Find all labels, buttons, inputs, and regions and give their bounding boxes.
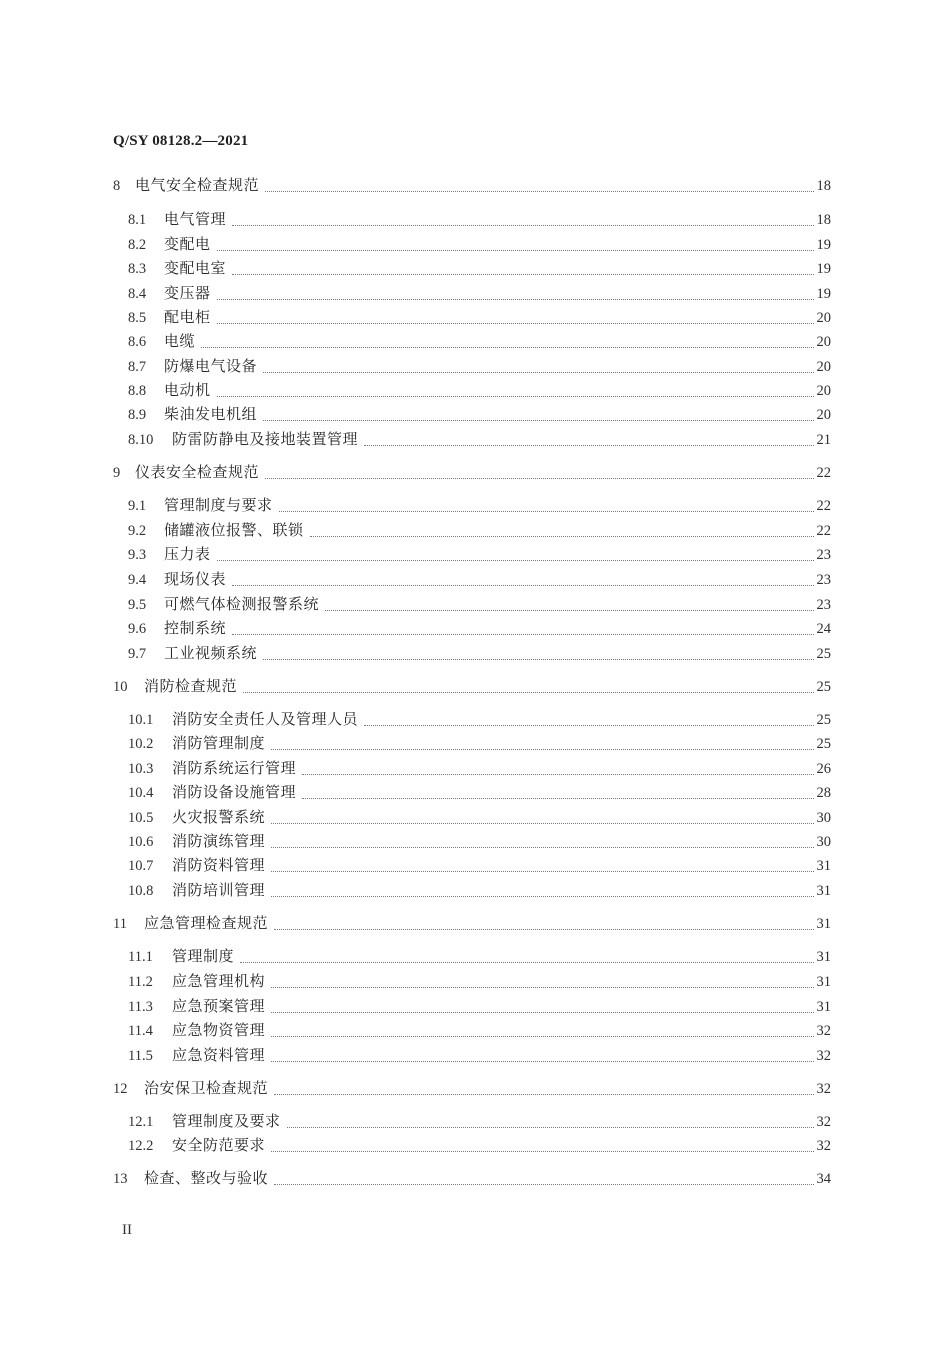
toc-leader-dots xyxy=(287,1126,814,1128)
toc-entry-number: 8.5 xyxy=(128,310,147,326)
toc-leader-dots xyxy=(217,322,814,324)
toc-leader-dots xyxy=(263,419,813,421)
toc-entry-page: 19 xyxy=(816,237,831,253)
toc-entry-title: 消防培训管理 xyxy=(172,881,266,899)
toc-entry-number: 9.4 xyxy=(128,572,147,588)
toc-entry[interactable] xyxy=(128,330,831,352)
toc-leader-dots xyxy=(274,1093,813,1095)
toc-entry-number: 9.5 xyxy=(128,597,147,613)
toc-entry-page: 22 xyxy=(816,523,831,539)
toc-entry-title: 储罐液位报警、联锁 xyxy=(164,521,304,539)
toc-entry-page: 18 xyxy=(816,212,831,228)
toc-entry-title: 可燃气体检测报警系统 xyxy=(164,595,320,613)
toc-entry-title: 管理制度及要求 xyxy=(172,1112,281,1130)
toc-entry-number: 10.4 xyxy=(128,785,154,801)
toc-leader-dots xyxy=(201,346,813,348)
toc-entry-page: 24 xyxy=(816,621,831,637)
toc-entry-title: 应急管理检查规范 xyxy=(144,914,269,932)
toc-entry-page: 25 xyxy=(816,679,831,695)
toc-entry-number: 10.7 xyxy=(128,858,154,874)
toc-entry-number: 11 xyxy=(113,916,127,932)
toc-entry-title: 防雷防静电及接地装置管理 xyxy=(172,430,359,448)
toc-entry-page: 23 xyxy=(816,547,831,563)
toc-entry-title: 管理制度 xyxy=(172,947,235,965)
toc-leader-dots xyxy=(271,870,813,872)
toc-entry[interactable] xyxy=(128,403,831,425)
toc-leader-dots xyxy=(265,190,813,192)
page-number: II xyxy=(122,1222,132,1238)
toc-entry-title: 消防演练管理 xyxy=(172,832,266,850)
toc-entry-number: 8.9 xyxy=(128,407,147,423)
toc-entry[interactable] xyxy=(128,379,831,401)
toc-entry-number: 10.2 xyxy=(128,736,154,752)
toc-leader-dots xyxy=(271,1060,813,1062)
toc-entry[interactable] xyxy=(128,806,831,828)
toc-entry-page: 32 xyxy=(816,1081,831,1097)
toc-entry-page: 32 xyxy=(816,1138,831,1154)
toc-entry-page: 20 xyxy=(816,383,831,399)
toc-entry-number: 8.3 xyxy=(128,261,147,277)
toc-entry[interactable] xyxy=(128,494,831,516)
toc-entry-number: 11.2 xyxy=(128,974,153,990)
toc-leader-dots xyxy=(302,797,813,799)
toc-entry-page: 31 xyxy=(816,999,831,1015)
toc-entry-page: 32 xyxy=(816,1114,831,1130)
toc-entry[interactable] xyxy=(128,428,831,450)
toc-entry-title: 安全防范要求 xyxy=(172,1136,266,1154)
toc-entry-page: 22 xyxy=(816,498,831,514)
toc-entry-number: 8 xyxy=(113,178,121,194)
toc-entry-number: 10.1 xyxy=(128,712,154,728)
toc-entry-number: 11.1 xyxy=(128,949,153,965)
toc-entry-title: 应急物资管理 xyxy=(172,1021,266,1039)
toc-entry-title: 消防资料管理 xyxy=(172,856,266,874)
toc-entry-number: 8.7 xyxy=(128,359,147,375)
toc-entry-page: 32 xyxy=(816,1023,831,1039)
toc-entry-number: 12.2 xyxy=(128,1138,154,1154)
toc-entry[interactable] xyxy=(128,282,831,304)
toc-entry-page: 22 xyxy=(816,465,831,481)
toc-entry-title: 检查、整改与验收 xyxy=(144,1169,269,1187)
toc-entry-page: 30 xyxy=(816,810,831,826)
toc-entry-page: 20 xyxy=(816,310,831,326)
toc-entry-page: 26 xyxy=(816,761,831,777)
toc-entry-page: 31 xyxy=(816,916,831,932)
toc-entry-title: 消防检查规范 xyxy=(144,677,238,695)
toc-entry-number: 9 xyxy=(113,465,121,481)
toc-leader-dots xyxy=(240,961,813,963)
toc-entry-title: 柴油发电机组 xyxy=(164,405,258,423)
toc-entry-title: 变压器 xyxy=(164,284,211,302)
toc-entry[interactable] xyxy=(128,970,831,992)
toc-entry[interactable] xyxy=(128,1019,831,1041)
toc-entry-page: 20 xyxy=(816,407,831,423)
toc-entry[interactable] xyxy=(128,543,831,565)
toc-entry-page: 32 xyxy=(816,1048,831,1064)
toc-entry[interactable] xyxy=(128,995,831,1017)
toc-entry-number: 10.6 xyxy=(128,834,154,850)
toc-entry-number: 9.6 xyxy=(128,621,147,637)
toc-entry-title: 火灾报警系统 xyxy=(172,808,266,826)
toc-leader-dots xyxy=(271,895,813,897)
toc-leader-dots xyxy=(265,477,813,479)
toc-entry-title: 压力表 xyxy=(164,545,211,563)
toc-entry-title: 电缆 xyxy=(164,332,196,350)
toc-leader-dots xyxy=(279,510,814,512)
toc-leader-dots xyxy=(274,1183,813,1185)
toc-entry-page: 23 xyxy=(816,597,831,613)
toc-entry-title: 防爆电气设备 xyxy=(164,357,258,375)
toc-entry-number: 9.2 xyxy=(128,523,147,539)
toc-leader-dots xyxy=(310,535,814,537)
toc-entry[interactable] xyxy=(128,1044,831,1066)
toc-leader-dots xyxy=(232,633,813,635)
toc-leader-dots xyxy=(217,298,814,300)
toc-entry[interactable] xyxy=(113,1167,831,1189)
toc-leader-dots xyxy=(217,559,814,561)
toc-entry-page: 30 xyxy=(816,834,831,850)
toc-entry-page: 20 xyxy=(816,334,831,350)
toc-entry-number: 8.1 xyxy=(128,212,147,228)
toc-leader-dots xyxy=(243,691,813,693)
toc-entry[interactable] xyxy=(128,642,831,664)
toc-entry[interactable] xyxy=(113,461,831,483)
toc-entry-title: 应急预案管理 xyxy=(172,997,266,1015)
toc-entry-number: 12 xyxy=(113,1081,128,1097)
toc-leader-dots xyxy=(271,1035,813,1037)
toc-entry[interactable] xyxy=(128,708,831,730)
toc-entry[interactable] xyxy=(113,174,831,196)
toc-entry[interactable] xyxy=(128,732,831,754)
toc-leader-dots xyxy=(232,273,813,275)
toc-entry-title: 电气管理 xyxy=(164,210,227,228)
toc-entry[interactable] xyxy=(113,1077,831,1099)
toc-leader-dots xyxy=(271,1011,813,1013)
toc-entry-title: 电气安全检查规范 xyxy=(135,176,260,194)
toc-entry-page: 23 xyxy=(816,572,831,588)
toc-entry-title: 消防设备设施管理 xyxy=(172,783,297,801)
toc-leader-dots xyxy=(274,928,813,930)
toc-entry-number: 8.6 xyxy=(128,334,147,350)
document-code: Q/SY 08128.2—2021 xyxy=(113,133,249,149)
toc-entry-number: 8.2 xyxy=(128,237,147,253)
toc-leader-dots xyxy=(263,371,813,373)
toc-entry[interactable] xyxy=(128,355,831,377)
toc-entry-number: 9.1 xyxy=(128,498,147,514)
toc-entry-page: 19 xyxy=(816,286,831,302)
toc-entry-number: 13 xyxy=(113,1171,128,1187)
toc-entry-title: 仪表安全检查规范 xyxy=(135,463,260,481)
toc-entry-title: 变配电室 xyxy=(164,259,227,277)
toc-leader-dots xyxy=(271,822,813,824)
toc-entry-number: 10.8 xyxy=(128,883,154,899)
toc-entry[interactable] xyxy=(128,757,831,779)
toc-entry[interactable] xyxy=(128,781,831,803)
toc-leader-dots xyxy=(271,986,813,988)
toc-entry-title: 治安保卫检查规范 xyxy=(144,1079,269,1097)
toc-leader-dots xyxy=(271,846,813,848)
toc-entry-page: 21 xyxy=(816,432,831,448)
toc-entry-page: 25 xyxy=(816,646,831,662)
toc-leader-dots xyxy=(271,748,813,750)
toc-entry-title: 电动机 xyxy=(164,381,211,399)
toc-entry-page: 19 xyxy=(816,261,831,277)
toc-entry[interactable] xyxy=(128,519,831,541)
toc-entry-number: 10.5 xyxy=(128,810,154,826)
toc-entry-number: 8.10 xyxy=(128,432,154,448)
toc-entry-number: 10 xyxy=(113,679,128,695)
toc-leader-dots xyxy=(325,609,813,611)
toc-entry-title: 消防系统运行管理 xyxy=(172,759,297,777)
toc-entry[interactable] xyxy=(128,830,831,852)
toc-entry-title: 现场仪表 xyxy=(164,570,227,588)
toc-entry-page: 31 xyxy=(816,974,831,990)
toc-entry[interactable] xyxy=(128,879,831,901)
toc-entry-number: 8.4 xyxy=(128,286,147,302)
toc-entry[interactable] xyxy=(113,675,831,697)
toc-entry-title: 应急资料管理 xyxy=(172,1046,266,1064)
toc-entry-number: 9.3 xyxy=(128,547,147,563)
toc-leader-dots xyxy=(263,658,813,660)
toc-leader-dots xyxy=(232,224,813,226)
toc-entry-page: 25 xyxy=(816,712,831,728)
toc-entry-title: 工业视频系统 xyxy=(164,644,258,662)
toc-entry-number: 12.1 xyxy=(128,1114,154,1130)
toc-entry-page: 34 xyxy=(816,1171,831,1187)
toc-entry-title: 消防安全责任人及管理人员 xyxy=(172,710,359,728)
toc-entry-number: 11.5 xyxy=(128,1048,153,1064)
toc-entry[interactable] xyxy=(128,257,831,279)
toc-entry-page: 18 xyxy=(816,178,831,194)
toc-entry-page: 31 xyxy=(816,949,831,965)
toc-entry-title: 应急管理机构 xyxy=(172,972,266,990)
toc-leader-dots xyxy=(217,249,814,251)
toc-entry-title: 消防管理制度 xyxy=(172,734,266,752)
toc-entry-page: 31 xyxy=(816,858,831,874)
toc-entry[interactable] xyxy=(128,593,831,615)
toc-entry-number: 9.7 xyxy=(128,646,147,662)
toc-entry[interactable] xyxy=(128,208,831,230)
toc-leader-dots xyxy=(232,584,813,586)
toc-leader-dots xyxy=(217,395,814,397)
toc-leader-dots xyxy=(364,444,813,446)
toc-entry-page: 20 xyxy=(816,359,831,375)
toc-entry[interactable] xyxy=(128,233,831,255)
toc-entry[interactable] xyxy=(128,617,831,639)
toc-entry[interactable] xyxy=(128,306,831,328)
toc-entry-page: 25 xyxy=(816,736,831,752)
toc-leader-dots xyxy=(364,724,813,726)
toc-entry[interactable] xyxy=(128,854,831,876)
toc-entry[interactable] xyxy=(128,568,831,590)
toc-entry-number: 10.3 xyxy=(128,761,154,777)
toc-entry[interactable] xyxy=(113,912,831,934)
toc-entry[interactable] xyxy=(128,945,831,967)
toc-entry-title: 变配电 xyxy=(164,235,211,253)
toc-entry-title: 配电柜 xyxy=(164,308,211,326)
toc-entry-number: 8.8 xyxy=(128,383,147,399)
toc-entry-page: 31 xyxy=(816,883,831,899)
toc-entry[interactable] xyxy=(128,1134,831,1156)
toc-leader-dots xyxy=(302,773,813,775)
toc-entry[interactable] xyxy=(128,1110,831,1132)
toc-entry-number: 11.4 xyxy=(128,1023,153,1039)
toc-entry-title: 管理制度与要求 xyxy=(164,496,273,514)
toc-entry-title: 控制系统 xyxy=(164,619,227,637)
toc-entry-page: 28 xyxy=(816,785,831,801)
toc-entry-number: 11.3 xyxy=(128,999,153,1015)
toc-leader-dots xyxy=(271,1150,813,1152)
